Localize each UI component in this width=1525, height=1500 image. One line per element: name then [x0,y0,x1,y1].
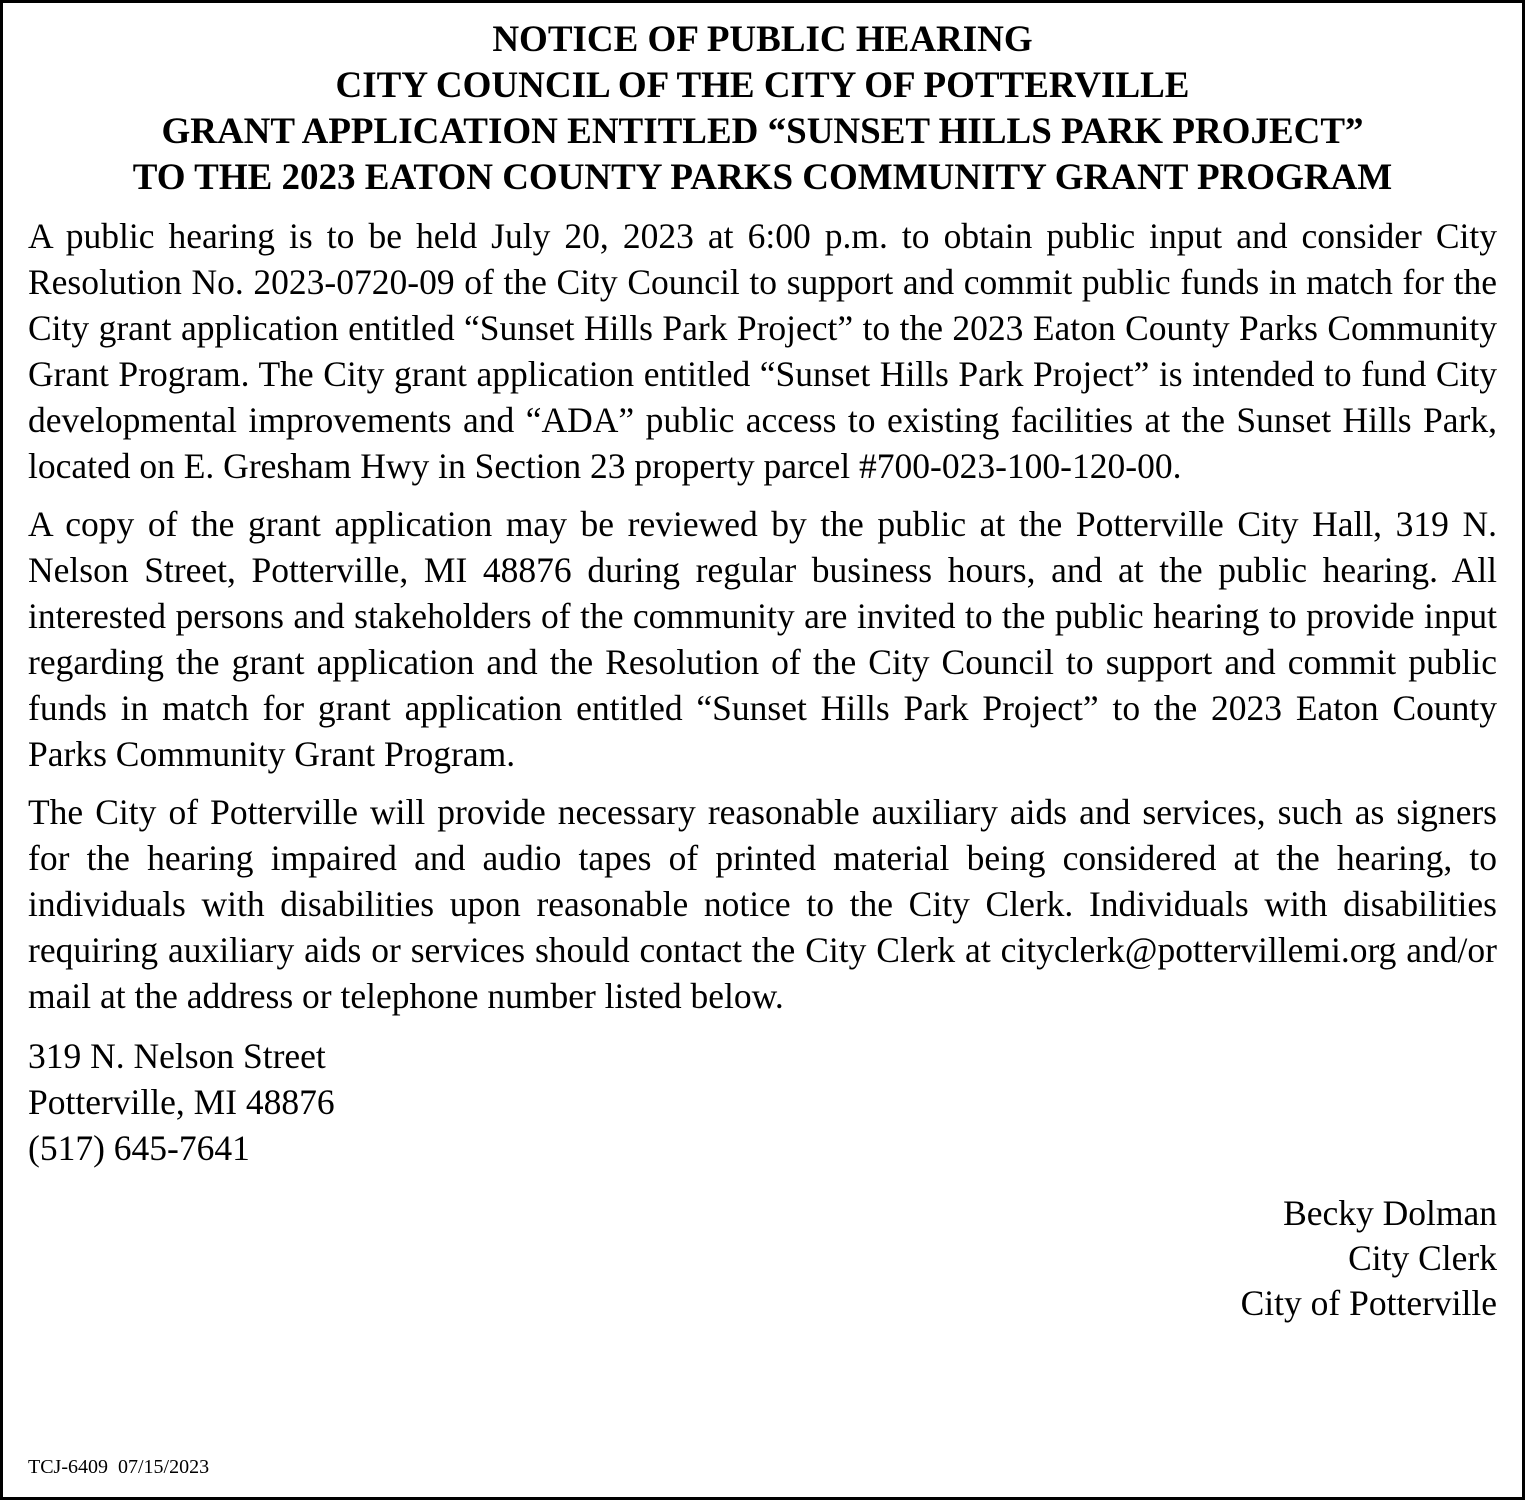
notice-heading [28,17,1497,201]
address-phone: (517) 645-7641 [28,1128,250,1168]
address-street: 319 N. Nelson Street [28,1036,326,1076]
heading-line: TO THE 2023 EATON COUNTY PARKS COMMUNITY GRANT PROGRAM [132,157,1393,198]
heading-line: GRANT APPLICATION ENTITLED “SUNSET HILLS PARK PROJECT” [161,111,1364,152]
signature-organization: City of Potterville [1240,1283,1497,1323]
signature-block [28,1191,1497,1326]
heading-line: CITY COUNCIL OF THE CITY OF POTTERVILLE [335,65,1190,106]
signature-title: City Clerk [1348,1238,1497,1278]
hearing-paragraph: A public hearing is to be held July 20, 2023 at 6:00 p.m. to obtain public input and consider City Resolution No. 2023-0720-09 of the City Council to support and commit public funds in match for the City grant application entitled “Sunset Hills Park Project” to the 2023 Eaton County Parks Community Grant Program. The City grant application entitled “Sunset Hills Park Project” is intended to fund City developmental improvements and “ADA” public access to existing facilities at the Sunset Hills Park, located on E. Gresham Hwy in Section 23 property parcel #700-023-100-120-00. [28,216,1497,486]
heading-line: NOTICE OF PUBLIC HEARING [492,19,1033,60]
address-city-state-zip: Potterville, MI 48876 [28,1082,335,1122]
signature-name: Becky Dolman [1283,1193,1497,1233]
accessibility-paragraph: The City of Potterville will provide necessary reasonable auxiliary aids and services, such as signers for the hearing impaired and audio tapes of printed material being considered at the hearing, to individuals with disabilities upon reasonable notice to the City Clerk. Individuals with disabilities requiring auxiliary aids or services should contact the City Clerk at cityclerk@pottervillemi.org and/or mail at the address or telephone number listed below. [28,792,1497,1016]
city-address [28,1033,1497,1171]
publication-code: TCJ-6409 07/15/2023 [28,1456,210,1478]
review-paragraph: A copy of the grant application may be reviewed by the public at the Potterville City Hall, 319 N. Nelson Street, Potterville, MI 48876 during regular business hours, and at the public hearing. All interested persons and stakeholders of the community are invited to the public hearing to provide input regarding the grant application and the Resolution of the City Council to support and commit public funds in match for grant application entitled “Sunset Hills Park Project” to the 2023 Eaton County Parks Community Grant Program. [28,504,1497,774]
